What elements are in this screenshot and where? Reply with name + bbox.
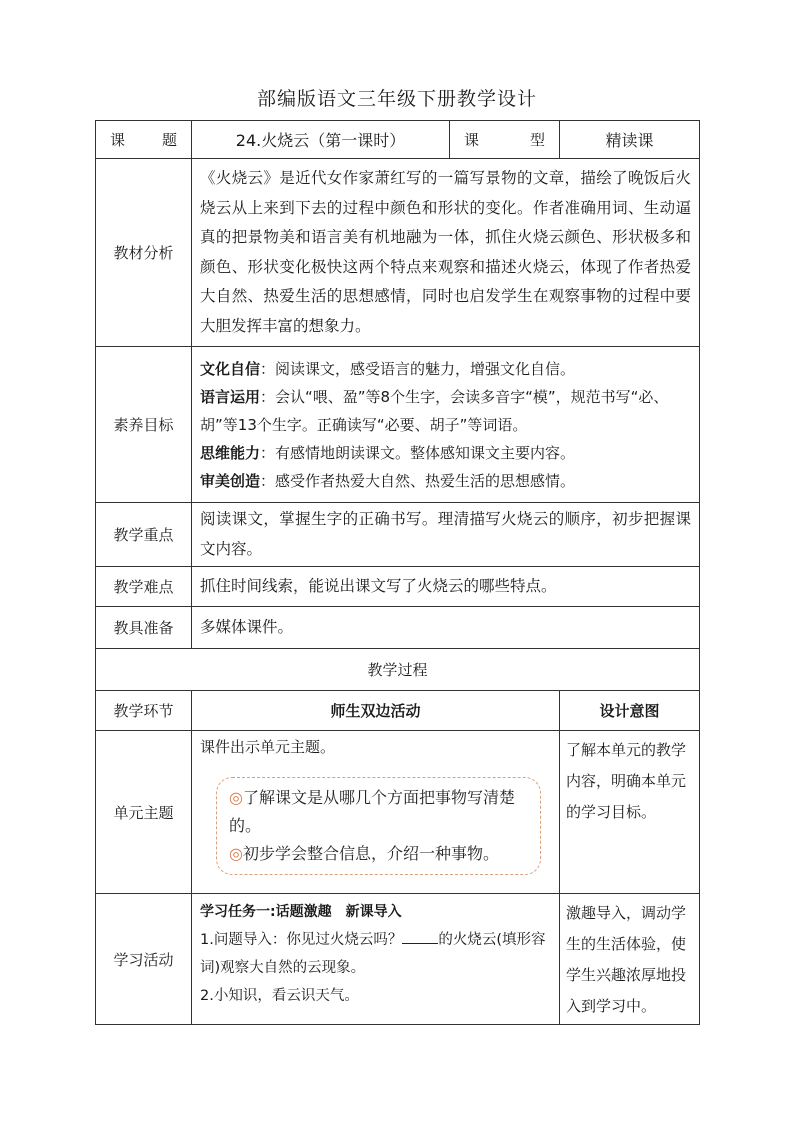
goals-label: 素养目标 [96, 347, 192, 503]
row-process-header [96, 691, 700, 731]
learning-label: 学习活动 [96, 894, 192, 1025]
learning-intent: 激趣导入，调动学生的生活体验，使学生兴趣浓厚地投入到学习中。 [560, 894, 700, 1025]
analysis-text: 《火烧云》是近代女作家萧红写的一篇写景物的文章，描绘了晚饭后火烧云从上来到下去的过程中颜色和形状的变化。作者准确用词、生动逼真的把景物美和语言美有机地融为一体，抓住火烧云颜色、形状极多和颜色、形状变化极快这两个特点来观察和描述火烧云，体现了作者热爱大自然、热爱生活的思想感情，同时也启发学生在观察事物的过程中要大胆发挥丰富的想象力。 [192, 159, 700, 347]
goal-title: 语言运用 [200, 387, 261, 406]
goal-title: 思维能力 [200, 443, 261, 462]
materials-label: 教具准备 [96, 607, 192, 649]
unit-theme-bullet [229, 784, 528, 840]
bullet-text: 了解课文是从哪几个方面把事物写清楚的。 [229, 788, 515, 835]
difficulties-text: 抓住时间线索，能说出课文写了火烧云的哪些特点。 [192, 567, 700, 607]
unit-theme-bullet [229, 840, 528, 868]
row-process-title [96, 649, 700, 691]
line1-prefix: 1.问题导入：你见过火烧云吗？ [200, 932, 403, 948]
topic-label: 课 题 [96, 121, 192, 159]
goal-text: ：会认“喂、盈”等8个生字，会读多音字“模”，规范书写“必、胡”等13个生字。正确读写“必要、胡子”等词语。 [200, 387, 669, 434]
materials-text: 多媒体课件。 [192, 607, 700, 649]
unit-theme-intro: 课件出示单元主题。 [200, 738, 336, 756]
learning-line-1 [200, 926, 551, 982]
unit-theme-label: 单元主题 [96, 731, 192, 894]
task-title: 学习任务一:话题激趣 新课导入 [200, 904, 402, 920]
col-intent-header: 设计意图 [560, 691, 700, 731]
line1-suffix: 的火烧云(填形容词)观察大自然的云现象。 [200, 932, 546, 976]
unit-theme-box [216, 777, 541, 875]
unit-theme-activity [192, 731, 560, 894]
circle-bullet-icon: ◎ [229, 788, 243, 807]
goal-text: ：感受作者热爱大自然、热爱生活的思想感情。 [260, 471, 576, 490]
difficulties-label: 教学难点 [96, 567, 192, 607]
goal-item [200, 355, 691, 383]
key-points-label: 教学重点 [96, 503, 192, 567]
type-label: 课 型 [450, 121, 560, 159]
topic-value: 24.火烧云（第一课时） [192, 121, 450, 159]
circle-bullet-icon: ◎ [229, 844, 243, 863]
key-points-text: 阅读课文，掌握生字的正确书写。理清描写火烧云的顺序，初步把握课文内容。 [192, 503, 700, 567]
row-learning [96, 894, 700, 1025]
row-difficulties [96, 567, 700, 607]
goal-item [200, 439, 691, 467]
col-activity-header: 师生双边活动 [192, 691, 560, 731]
row-key-points [96, 503, 700, 567]
goal-text: ：阅读课文，感受语言的魅力，增强文化自信。 [260, 359, 576, 378]
goal-title: 文化自信 [200, 359, 261, 378]
row-goals [96, 347, 700, 503]
bullet-text: 初步学会整合信息，介绍一种事物。 [242, 844, 499, 863]
fill-blank [402, 929, 438, 944]
goal-item [200, 467, 691, 495]
goals-content [192, 347, 700, 503]
col-stage-header: 教学环节 [96, 691, 192, 731]
row-analysis [96, 159, 700, 347]
learning-line-2: 2.小知识，看云识天气。 [200, 988, 359, 1004]
document-title: 部编版语文三年级下册教学设计 [256, 88, 537, 110]
analysis-label: 教材分析 [96, 159, 192, 347]
process-title: 教学过程 [96, 649, 700, 691]
row-topic [96, 121, 700, 159]
lesson-plan-table [95, 120, 700, 1025]
goal-title: 审美创造 [200, 471, 261, 490]
row-materials [96, 607, 700, 649]
row-unit-theme [96, 731, 700, 894]
learning-activity [192, 894, 560, 1025]
unit-theme-intent: 了解本单元的教学内容，明确本单元的学习目标。 [560, 731, 700, 894]
goal-item [200, 383, 691, 439]
goal-text: ：有感情地朗读课文。整体感知课文主要内容。 [260, 443, 576, 462]
type-value: 精读课 [560, 121, 700, 159]
